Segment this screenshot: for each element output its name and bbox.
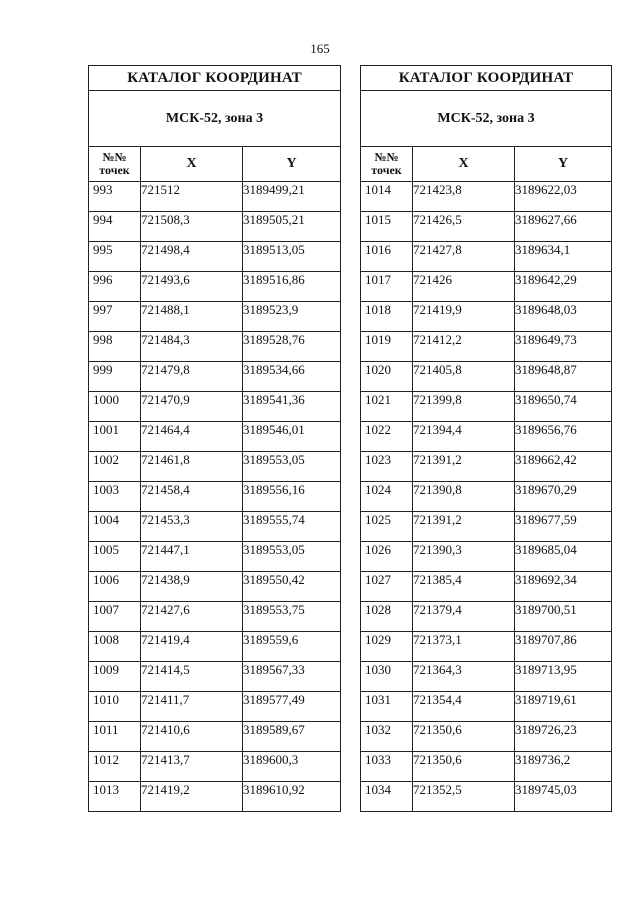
x-coordinate-cell: 721390,3 bbox=[413, 542, 515, 572]
y-coordinate-cell: 3189713,95 bbox=[515, 662, 612, 692]
y-coordinate-cell: 3189559,6 bbox=[243, 632, 341, 662]
point-number-cell: 997 bbox=[89, 302, 141, 332]
y-coordinate-cell: 3189505,21 bbox=[243, 212, 341, 242]
x-coordinate-cell: 721399,8 bbox=[413, 392, 515, 422]
y-coordinate-cell: 3189600,3 bbox=[243, 752, 341, 782]
catalog-title: КАТАЛОГ КООРДИНАТ bbox=[361, 66, 612, 91]
table-row bbox=[89, 662, 341, 692]
y-coordinate-cell: 3189553,05 bbox=[243, 452, 341, 482]
table-row bbox=[89, 602, 341, 632]
x-coordinate-cell: 721364,3 bbox=[413, 662, 515, 692]
x-coordinate-cell: 721385,4 bbox=[413, 572, 515, 602]
point-number-cell: 1017 bbox=[361, 272, 413, 302]
y-coordinate-cell: 3189670,29 bbox=[515, 482, 612, 512]
x-coordinate-cell: 721453,3 bbox=[141, 512, 243, 542]
y-coordinate-cell: 3189541,36 bbox=[243, 392, 341, 422]
point-number-cell: 1018 bbox=[361, 302, 413, 332]
column-header-point-number: №№ точек bbox=[361, 147, 413, 182]
x-coordinate-cell: 721390,8 bbox=[413, 482, 515, 512]
point-number-cell: 1027 bbox=[361, 572, 413, 602]
table-row bbox=[89, 542, 341, 572]
y-coordinate-cell: 3189677,59 bbox=[515, 512, 612, 542]
y-coordinate-cell: 3189719,61 bbox=[515, 692, 612, 722]
point-number-cell: 1012 bbox=[89, 752, 141, 782]
point-number-cell: 1016 bbox=[361, 242, 413, 272]
y-coordinate-cell: 3189534,66 bbox=[243, 362, 341, 392]
x-coordinate-cell: 721484,3 bbox=[141, 332, 243, 362]
table-row bbox=[361, 782, 612, 812]
point-number-cell: 1006 bbox=[89, 572, 141, 602]
point-number-cell: 999 bbox=[89, 362, 141, 392]
point-number-cell: 1022 bbox=[361, 422, 413, 452]
x-coordinate-cell: 721426,5 bbox=[413, 212, 515, 242]
x-coordinate-cell: 721512 bbox=[141, 182, 243, 212]
x-coordinate-cell: 721352,5 bbox=[413, 782, 515, 812]
x-coordinate-cell: 721479,8 bbox=[141, 362, 243, 392]
table-row bbox=[89, 182, 341, 212]
table-row bbox=[361, 512, 612, 542]
table-row bbox=[89, 422, 341, 452]
y-coordinate-cell: 3189528,76 bbox=[243, 332, 341, 362]
x-coordinate-cell: 721461,8 bbox=[141, 452, 243, 482]
x-coordinate-cell: 721412,2 bbox=[413, 332, 515, 362]
y-coordinate-cell: 3189745,03 bbox=[515, 782, 612, 812]
point-number-cell: 1011 bbox=[89, 722, 141, 752]
x-coordinate-cell: 721427,6 bbox=[141, 602, 243, 632]
table-row bbox=[361, 212, 612, 242]
coordinate-system: МСК-52, зона 3 bbox=[361, 91, 612, 147]
point-number-cell: 1007 bbox=[89, 602, 141, 632]
x-coordinate-cell: 721447,1 bbox=[141, 542, 243, 572]
table-row bbox=[89, 782, 341, 812]
x-coordinate-cell: 721350,6 bbox=[413, 722, 515, 752]
point-number-cell: 994 bbox=[89, 212, 141, 242]
table-row bbox=[89, 392, 341, 422]
y-coordinate-cell: 3189553,05 bbox=[243, 542, 341, 572]
point-number-cell: 995 bbox=[89, 242, 141, 272]
table-row bbox=[89, 722, 341, 752]
table-row bbox=[89, 512, 341, 542]
y-coordinate-cell: 3189700,51 bbox=[515, 602, 612, 632]
point-number-cell: 993 bbox=[89, 182, 141, 212]
point-number-cell: 1009 bbox=[89, 662, 141, 692]
table-row bbox=[361, 182, 612, 212]
point-number-cell: 1034 bbox=[361, 782, 413, 812]
table-row bbox=[89, 362, 341, 392]
x-coordinate-cell: 721391,2 bbox=[413, 512, 515, 542]
x-coordinate-cell: 721405,8 bbox=[413, 362, 515, 392]
y-coordinate-cell: 3189707,86 bbox=[515, 632, 612, 662]
column-header-x: X bbox=[141, 147, 243, 182]
x-coordinate-cell: 721373,1 bbox=[413, 632, 515, 662]
table-row bbox=[361, 572, 612, 602]
point-number-cell: 1028 bbox=[361, 602, 413, 632]
table-row bbox=[89, 272, 341, 302]
y-coordinate-cell: 3189556,16 bbox=[243, 482, 341, 512]
table-row bbox=[89, 692, 341, 722]
x-coordinate-cell: 721438,9 bbox=[141, 572, 243, 602]
table-row bbox=[361, 662, 612, 692]
y-coordinate-cell: 3189736,2 bbox=[515, 752, 612, 782]
point-number-cell: 1029 bbox=[361, 632, 413, 662]
table-row bbox=[361, 392, 612, 422]
point-number-cell: 1003 bbox=[89, 482, 141, 512]
table-row bbox=[361, 752, 612, 782]
y-coordinate-cell: 3189662,42 bbox=[515, 452, 612, 482]
table-row bbox=[361, 242, 612, 272]
point-number-cell: 1010 bbox=[89, 692, 141, 722]
point-number-cell: 996 bbox=[89, 272, 141, 302]
point-number-cell: 1008 bbox=[89, 632, 141, 662]
y-coordinate-cell: 3189589,67 bbox=[243, 722, 341, 752]
y-coordinate-cell: 3189648,87 bbox=[515, 362, 612, 392]
y-coordinate-cell: 3189650,74 bbox=[515, 392, 612, 422]
y-coordinate-cell: 3189567,33 bbox=[243, 662, 341, 692]
x-coordinate-cell: 721391,2 bbox=[413, 452, 515, 482]
table-row bbox=[361, 692, 612, 722]
x-coordinate-cell: 721427,8 bbox=[413, 242, 515, 272]
table-row bbox=[89, 242, 341, 272]
y-coordinate-cell: 3189622,03 bbox=[515, 182, 612, 212]
point-number-cell: 1005 bbox=[89, 542, 141, 572]
x-coordinate-cell: 721488,1 bbox=[141, 302, 243, 332]
y-coordinate-cell: 3189634,1 bbox=[515, 242, 612, 272]
table-row bbox=[361, 602, 612, 632]
point-number-cell: 1014 bbox=[361, 182, 413, 212]
coordinate-system: МСК-52, зона 3 bbox=[89, 91, 341, 147]
table-row bbox=[361, 452, 612, 482]
x-coordinate-cell: 721470,9 bbox=[141, 392, 243, 422]
x-coordinate-cell: 721419,2 bbox=[141, 782, 243, 812]
table-row bbox=[89, 212, 341, 242]
point-number-cell: 1030 bbox=[361, 662, 413, 692]
x-coordinate-cell: 721426 bbox=[413, 272, 515, 302]
x-coordinate-cell: 721411,7 bbox=[141, 692, 243, 722]
point-number-cell: 998 bbox=[89, 332, 141, 362]
point-number-cell: 1033 bbox=[361, 752, 413, 782]
table-row bbox=[89, 632, 341, 662]
table-row bbox=[361, 632, 612, 662]
column-header-y: Y bbox=[515, 147, 612, 182]
table-row bbox=[89, 452, 341, 482]
point-number-cell: 1023 bbox=[361, 452, 413, 482]
table-row bbox=[361, 332, 612, 362]
x-coordinate-cell: 721464,4 bbox=[141, 422, 243, 452]
point-number-cell: 1013 bbox=[89, 782, 141, 812]
table-row bbox=[89, 752, 341, 782]
column-header-x: X bbox=[413, 147, 515, 182]
table-row bbox=[89, 332, 341, 362]
point-number-cell: 1004 bbox=[89, 512, 141, 542]
table-row bbox=[89, 482, 341, 512]
y-coordinate-cell: 3189499,21 bbox=[243, 182, 341, 212]
table-row bbox=[361, 722, 612, 752]
point-number-cell: 1002 bbox=[89, 452, 141, 482]
x-coordinate-cell: 721423,8 bbox=[413, 182, 515, 212]
page-number: 165 bbox=[310, 41, 330, 56]
x-coordinate-cell: 721419,4 bbox=[141, 632, 243, 662]
catalog-title: КАТАЛОГ КООРДИНАТ bbox=[89, 66, 341, 91]
y-coordinate-cell: 3189685,04 bbox=[515, 542, 612, 572]
point-number-cell: 1026 bbox=[361, 542, 413, 572]
x-coordinate-cell: 721379,4 bbox=[413, 602, 515, 632]
point-number-cell: 1025 bbox=[361, 512, 413, 542]
point-number-cell: 1000 bbox=[89, 392, 141, 422]
y-coordinate-cell: 3189627,66 bbox=[515, 212, 612, 242]
y-coordinate-cell: 3189649,73 bbox=[515, 332, 612, 362]
x-coordinate-cell: 721394,4 bbox=[413, 422, 515, 452]
y-coordinate-cell: 3189656,76 bbox=[515, 422, 612, 452]
y-coordinate-cell: 3189513,05 bbox=[243, 242, 341, 272]
y-coordinate-cell: 3189550,42 bbox=[243, 572, 341, 602]
x-coordinate-cell: 721493,6 bbox=[141, 272, 243, 302]
point-number-cell: 1021 bbox=[361, 392, 413, 422]
point-number-cell: 1024 bbox=[361, 482, 413, 512]
x-coordinate-cell: 721413,7 bbox=[141, 752, 243, 782]
y-coordinate-cell: 3189692,34 bbox=[515, 572, 612, 602]
table-row bbox=[89, 302, 341, 332]
coordinate-catalog-right bbox=[360, 65, 612, 812]
y-coordinate-cell: 3189523,9 bbox=[243, 302, 341, 332]
point-number-cell: 1001 bbox=[89, 422, 141, 452]
x-coordinate-cell: 721458,4 bbox=[141, 482, 243, 512]
y-coordinate-cell: 3189648,03 bbox=[515, 302, 612, 332]
y-coordinate-cell: 3189553,75 bbox=[243, 602, 341, 632]
table-row bbox=[361, 482, 612, 512]
y-coordinate-cell: 3189516,86 bbox=[243, 272, 341, 302]
x-coordinate-cell: 721498,4 bbox=[141, 242, 243, 272]
point-number-cell: 1020 bbox=[361, 362, 413, 392]
point-number-cell: 1019 bbox=[361, 332, 413, 362]
x-coordinate-cell: 721414,5 bbox=[141, 662, 243, 692]
coordinate-catalog-left bbox=[88, 65, 341, 812]
y-coordinate-cell: 3189726,23 bbox=[515, 722, 612, 752]
table-row bbox=[361, 302, 612, 332]
x-coordinate-cell: 721354,4 bbox=[413, 692, 515, 722]
y-coordinate-cell: 3189577,49 bbox=[243, 692, 341, 722]
x-coordinate-cell: 721508,3 bbox=[141, 212, 243, 242]
point-number-cell: 1032 bbox=[361, 722, 413, 752]
column-header-y: Y bbox=[243, 147, 341, 182]
table-row bbox=[361, 542, 612, 572]
y-coordinate-cell: 3189610,92 bbox=[243, 782, 341, 812]
y-coordinate-cell: 3189546,01 bbox=[243, 422, 341, 452]
x-coordinate-cell: 721410,6 bbox=[141, 722, 243, 752]
table-row bbox=[361, 362, 612, 392]
point-number-cell: 1031 bbox=[361, 692, 413, 722]
y-coordinate-cell: 3189555,74 bbox=[243, 512, 341, 542]
x-coordinate-cell: 721350,6 bbox=[413, 752, 515, 782]
table-row bbox=[361, 422, 612, 452]
table-row bbox=[89, 572, 341, 602]
table-row bbox=[361, 272, 612, 302]
point-number-cell: 1015 bbox=[361, 212, 413, 242]
y-coordinate-cell: 3189642,29 bbox=[515, 272, 612, 302]
x-coordinate-cell: 721419,9 bbox=[413, 302, 515, 332]
column-header-point-number: №№ точек bbox=[89, 147, 141, 182]
